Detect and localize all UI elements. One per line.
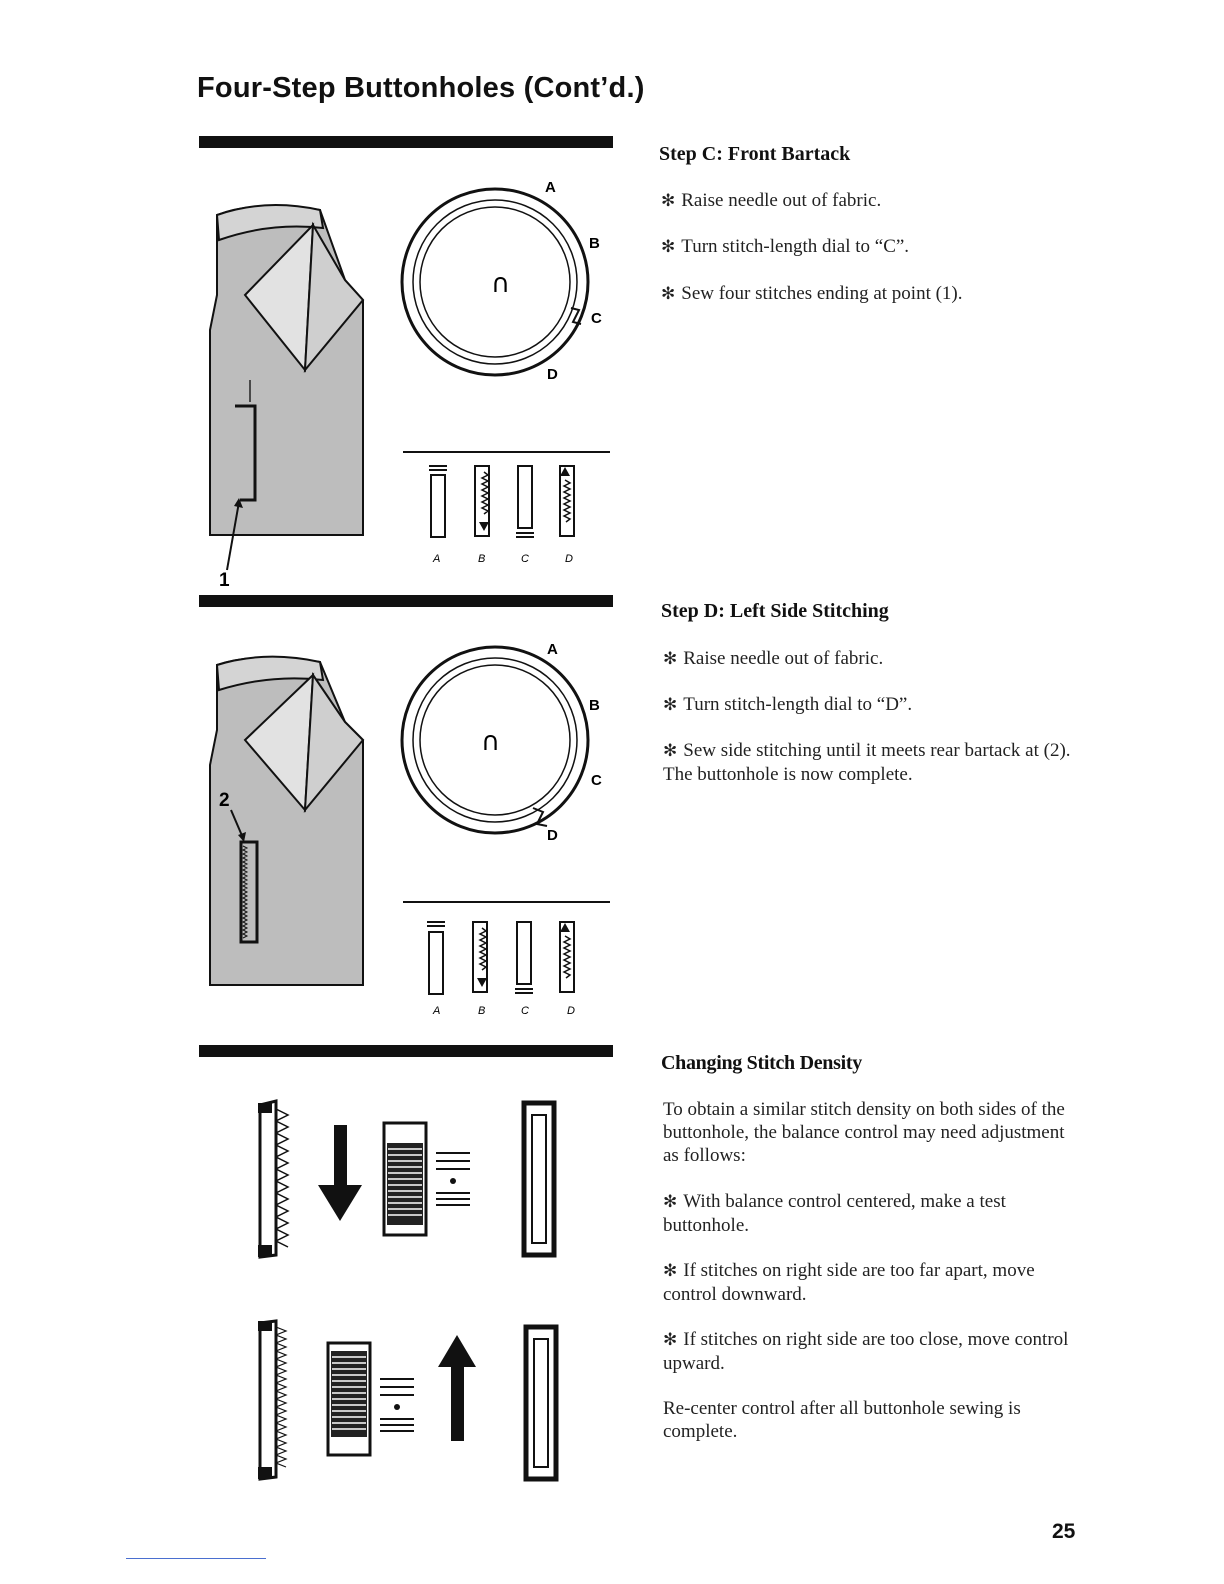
step-c-heading: Step C: Front Bartack	[659, 143, 851, 165]
buttonhole-too-close	[258, 1321, 286, 1479]
page-title: Four-Step Buttonholes (Cont’d.)	[197, 72, 645, 104]
stitch-label-b: B	[478, 1005, 486, 1017]
dial-label-b: B	[589, 697, 600, 714]
balance-control-lowered	[384, 1123, 470, 1235]
list-item-text: Sew side stitching until it meets rear bartack at (2). The buttonhole is now complete.	[663, 740, 1071, 785]
stitch-sequence	[427, 922, 574, 994]
asterisk-icon: ✻	[663, 1192, 678, 1212]
asterisk-icon: ✻	[663, 1330, 678, 1350]
dial-symbol: ∩	[491, 269, 511, 299]
asterisk-icon: ✻	[661, 284, 676, 304]
stitch-sequence	[429, 466, 574, 537]
density-illustration	[250, 1095, 580, 1485]
arrow-up-icon	[438, 1335, 476, 1441]
list-item	[663, 1190, 1083, 1237]
list-item-text: With balance control centered, make a test buttonhole.	[663, 1191, 1006, 1236]
dial-label-a: A	[547, 641, 558, 658]
asterisk-icon: ✻	[663, 695, 678, 715]
balance-control-raised	[328, 1343, 414, 1455]
stitch-label-a: A	[433, 1005, 441, 1017]
page-number: 25	[1052, 1520, 1076, 1543]
list-item	[661, 235, 1081, 259]
list-item	[663, 1328, 1083, 1375]
buttonhole-too-far-apart	[258, 1101, 288, 1257]
stitch-label-d: D	[565, 553, 573, 565]
step-d-heading: Step D: Left Side Stitching	[661, 600, 889, 622]
list-item	[663, 1259, 1083, 1306]
list-item-text: Raise needle out of fabric.	[681, 190, 882, 211]
point-1-label: 1	[219, 570, 230, 591]
list-item-text: If stitches on right side are too far apart, move control downward.	[663, 1260, 1035, 1305]
section-divider	[199, 136, 613, 148]
dial-symbol: ∩	[481, 727, 501, 757]
asterisk-icon: ✻	[661, 237, 676, 257]
stitch-label-d: D	[567, 1005, 575, 1017]
asterisk-icon: ✻	[661, 191, 676, 211]
list-item-text: Turn stitch-length dial to “D”.	[683, 694, 913, 715]
list-item	[661, 282, 1081, 306]
step-c-illustration	[205, 170, 605, 595]
arrow-down-icon	[318, 1125, 362, 1221]
dial-label-c: C	[591, 310, 602, 327]
density-intro: To obtain a similar stitch density on both sides of the buttonhole, the balance control may need adjustment as follows:	[663, 1099, 1065, 1166]
list-item-text: If stitches on right side are too close, move control upward.	[663, 1329, 1069, 1374]
density-closing: Re-center control after all buttonhole sewing is complete.	[663, 1398, 1021, 1442]
footer-line	[126, 1558, 266, 1559]
asterisk-icon: ✻	[663, 649, 678, 669]
buttonhole-result	[524, 1103, 554, 1255]
list-item-text: Raise needle out of fabric.	[683, 648, 884, 669]
list-item-text: Sew four stitches ending at point (1).	[681, 283, 963, 304]
asterisk-icon: ✻	[663, 1261, 678, 1281]
list-item-text: Turn stitch-length dial to “C”.	[681, 236, 910, 257]
stitch-label-c: C	[521, 553, 529, 565]
stitch-label-b: B	[478, 553, 486, 565]
dial-label-b: B	[589, 235, 600, 252]
list-item	[663, 693, 1083, 717]
section-divider	[199, 595, 613, 607]
asterisk-icon: ✻	[663, 741, 678, 761]
stitch-label-c: C	[521, 1005, 529, 1017]
dial-label-c: C	[591, 772, 602, 789]
step-d-illustration	[205, 630, 605, 1025]
list-item	[661, 189, 1081, 213]
shirt-front-figure	[210, 205, 363, 570]
dial-label-d: D	[547, 827, 558, 844]
list-item	[663, 739, 1083, 786]
buttonhole-result	[526, 1327, 556, 1479]
dial-label-a: A	[545, 179, 556, 196]
density-heading: Changing Stitch Density	[661, 1052, 862, 1074]
stitch-label-a: A	[433, 553, 441, 565]
point-2-label: 2	[219, 790, 230, 811]
dial-label-d: D	[547, 366, 558, 383]
section-divider	[199, 1045, 613, 1057]
list-item	[663, 647, 1083, 671]
shirt-front-figure	[210, 657, 363, 985]
